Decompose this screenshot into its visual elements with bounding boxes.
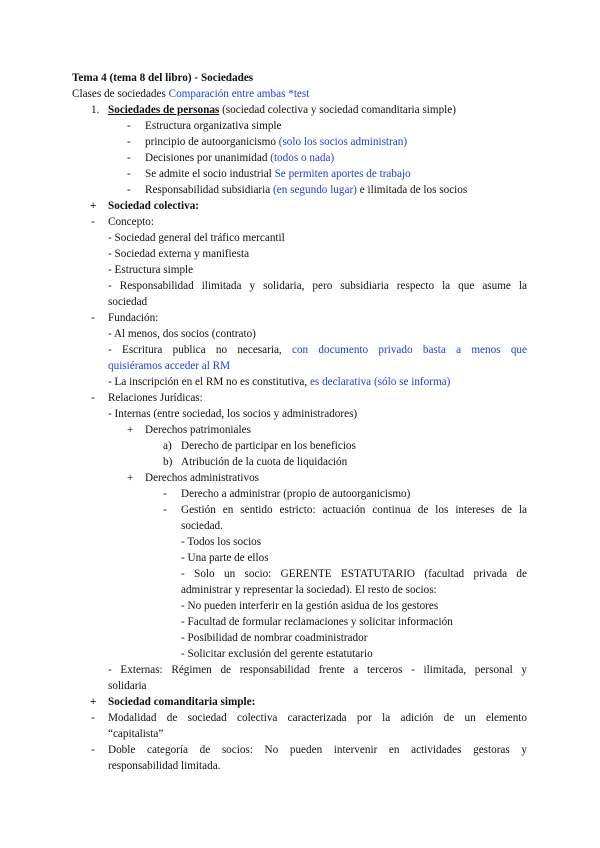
dash-marker: - bbox=[127, 152, 131, 164]
plus-marker: + bbox=[127, 424, 134, 436]
item-text: Decisiones por unanimidad bbox=[145, 152, 271, 164]
fundacion-inscripcion bbox=[108, 375, 450, 391]
fundacion-label: Fundación: bbox=[108, 312, 159, 324]
list-item bbox=[145, 135, 407, 151]
item-text: principio de autoorganicismo bbox=[145, 136, 279, 148]
heading-text: Sociedades de personas bbox=[108, 104, 220, 116]
concepto-item: - Sociedad externa y manifiesta bbox=[108, 248, 250, 260]
fundacion-item: - Al menos, dos socios (contrato) bbox=[108, 328, 256, 340]
relaciones-internas: - Internas (entre sociedad, los socios y administradores) bbox=[108, 408, 358, 420]
dash-marker: - bbox=[163, 488, 167, 500]
concepto-item: - Sociedad general del tráfico mercantil bbox=[108, 232, 285, 244]
dash-marker: - bbox=[127, 184, 131, 196]
concepto-resp-line2: sociedad bbox=[108, 296, 148, 308]
derechos-administrativos-label: Derechos administrativos bbox=[145, 472, 260, 484]
dash-marker: - bbox=[127, 120, 131, 132]
list-item bbox=[145, 183, 467, 199]
derechos-patrimoniales-label: Derechos patrimoniales bbox=[145, 424, 251, 436]
solo-socio-line2: administrar y representar la sociedad). El resto de socios: bbox=[181, 584, 437, 596]
list-item bbox=[145, 151, 334, 167]
inscripcion-note: es declarativa (sólo se informa) bbox=[309, 376, 451, 388]
clases-label: Clases de sociedades bbox=[72, 88, 169, 100]
fundacion-escritura-line2: quisiéramos acceder al RM bbox=[108, 360, 231, 372]
gestion-line1: Gestión en sentido estricto: actuación continua de los intereses de la bbox=[181, 504, 527, 516]
solo-socio-line1: - Solo un socio: GERENTE ESTATUTARIO (facultad privada de bbox=[181, 568, 527, 580]
concepto-resp-line1: - Responsabilidad ilimitada y solidaria, pero subsidiaria respecto la que asume la bbox=[108, 280, 527, 292]
page-title: Tema 4 (tema 8 del libro) - Sociedades bbox=[72, 72, 254, 84]
list-marker-1: 1. bbox=[91, 104, 100, 116]
relaciones-label: Relaciones Jurídicas: bbox=[108, 392, 203, 404]
clases-line bbox=[72, 87, 309, 103]
resto-item: - No pueden interferir en la gestión asidua de los gestores bbox=[181, 600, 439, 612]
dash-marker: - bbox=[91, 392, 95, 404]
sociedades-personas-heading bbox=[108, 103, 456, 119]
plus-marker: + bbox=[90, 200, 97, 212]
resto-item: - Solicitar exclusión del gerente estatutario bbox=[181, 648, 373, 660]
dash-marker: - bbox=[91, 216, 95, 228]
gestion-sub-item: - Una parte de ellos bbox=[181, 552, 269, 564]
concepto-item: - Estructura simple bbox=[108, 264, 194, 276]
gestion-line2: sociedad. bbox=[181, 520, 223, 532]
resto-item: - Facultad de formular reclamaciones y solicitar información bbox=[181, 616, 453, 628]
list-item: Atribución de la cuota de liquidación bbox=[181, 456, 348, 468]
inscripcion-text: - La inscripción en el RM no es constitutiva, bbox=[108, 376, 310, 388]
plus-marker: + bbox=[90, 696, 97, 708]
letter-marker: b) bbox=[163, 456, 173, 468]
plus-marker: + bbox=[127, 472, 134, 484]
externas-line2: solidaria bbox=[108, 680, 147, 692]
comanditaria-item2-line2: responsabilidad limitada. bbox=[108, 760, 221, 772]
item-note: (en segundo lugar) bbox=[273, 184, 357, 196]
concepto-label: Concepto: bbox=[108, 216, 154, 228]
dash-marker: - bbox=[91, 312, 95, 324]
item-text: Se admite el socio industrial bbox=[145, 168, 275, 180]
dash-marker: - bbox=[127, 168, 131, 180]
fundacion-escritura-line1 bbox=[108, 343, 527, 359]
list-item: Derecho a administrar (propio de autoorganicismo) bbox=[181, 488, 411, 500]
list-item bbox=[145, 119, 281, 135]
comanditaria-item1-line2: “capitalista” bbox=[108, 728, 164, 740]
dash-marker: - bbox=[127, 136, 131, 148]
item-note: Se permiten aportes de trabajo bbox=[274, 168, 411, 180]
item-text: Estructura organizativa simple bbox=[145, 120, 282, 132]
list-item bbox=[145, 167, 411, 183]
dash-marker: - bbox=[91, 744, 95, 756]
comanditaria-item2-line1: Doble categoría de socios: No pueden intervenir en actividades gestoras y bbox=[108, 744, 527, 756]
heading-rest: (sociedad colectiva y sociedad comanditaria simple) bbox=[219, 104, 456, 116]
item-tail: e ilimitada de los socios bbox=[356, 184, 468, 196]
dash-marker: - bbox=[163, 504, 167, 516]
letter-marker: a) bbox=[163, 440, 172, 452]
list-item: Derecho de participar en los beneficios bbox=[181, 440, 356, 452]
item-note: (solo los socios administran) bbox=[278, 136, 408, 148]
fundacion-escritura-text: - Escritura publica no necesaria, bbox=[108, 344, 282, 356]
sociedad-comanditaria-heading: Sociedad comanditaria simple: bbox=[108, 696, 256, 708]
comparacion-link: Comparación entre ambas *test bbox=[168, 88, 310, 100]
resto-item: - Posibilidad de nombrar coadministrador bbox=[181, 632, 368, 644]
sociedad-colectiva-heading: Sociedad colectiva: bbox=[108, 200, 200, 212]
gestion-sub-item: - Todos los socios bbox=[181, 536, 262, 548]
item-note: (todos o nada) bbox=[270, 152, 335, 164]
fundacion-escritura-note: con documento privado basta a menos que bbox=[292, 344, 527, 356]
item-text: Responsabilidad subsidiaria bbox=[145, 184, 274, 196]
externas-line1: - Externas: Régimen de responsabilidad frente a terceros - ilimitada, personal y bbox=[108, 664, 527, 676]
comanditaria-item1-line1: Modalidad de sociedad colectiva caracterizada por la adición de un elemento bbox=[108, 712, 527, 724]
dash-marker: - bbox=[91, 712, 95, 724]
